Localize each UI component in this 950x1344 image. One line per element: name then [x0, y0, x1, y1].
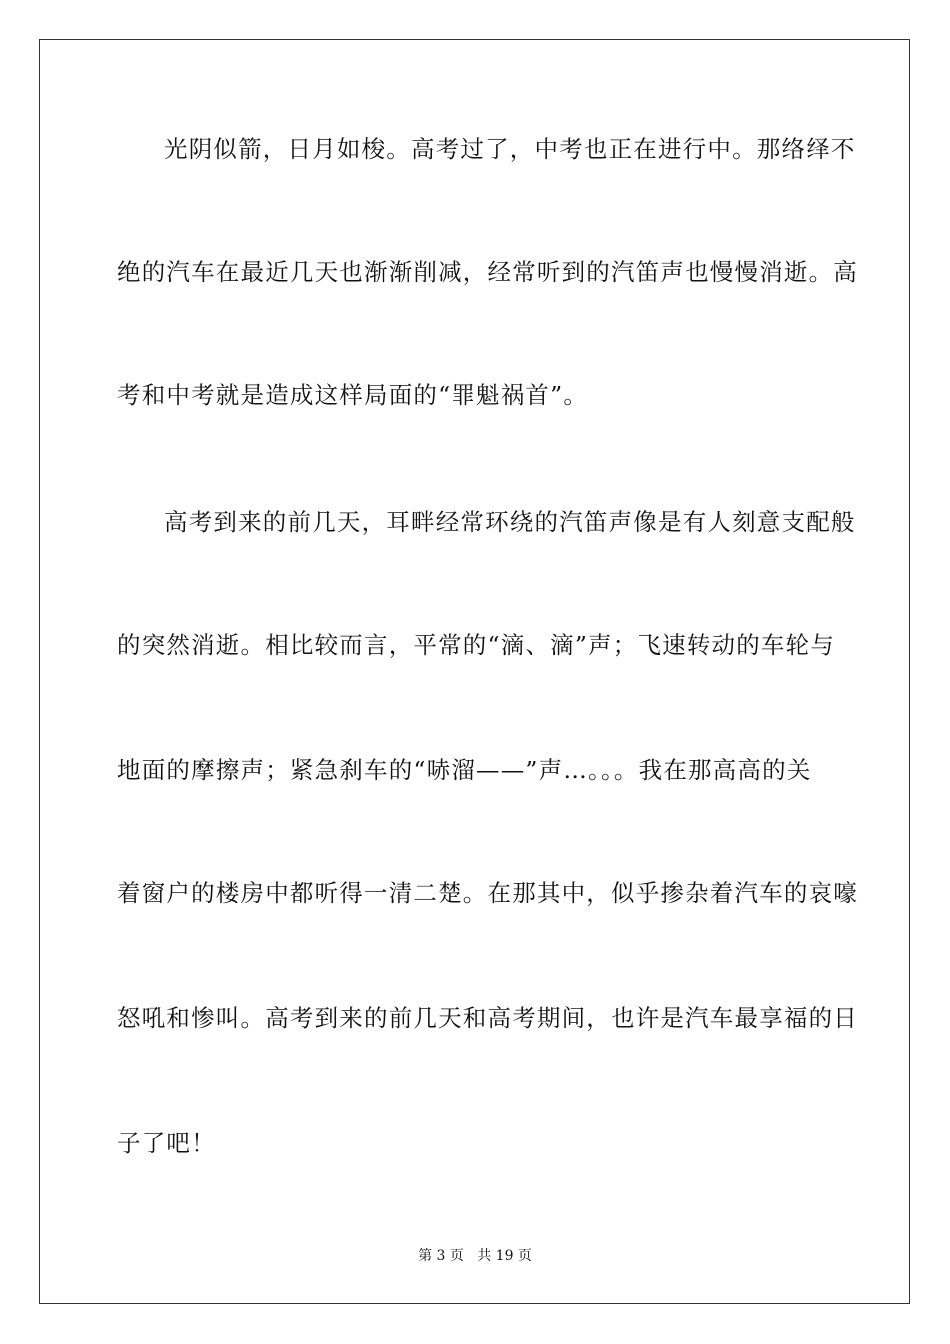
- page-footer: 第 3 页 共 19 页: [418, 1248, 532, 1264]
- paragraph-2-line-5: 怒吼和惨叫。高考到来的前几天和高考期间，也许是汽车最享福的日: [117, 1004, 858, 1032]
- page-border: [39, 39, 910, 1304]
- paragraph-1-line-3: 考和中考就是造成这样局面的“罪魁祸首”。: [117, 381, 589, 409]
- paragraph-2-line-2: 的突然消逝。相比较而言，平常的“滴、滴”声；飞速转动的车轮与: [117, 631, 836, 659]
- paragraph-2-line-3: 地面的摩擦声；紧急刹车的“哧溜——”声…。。。我在那高高的关: [117, 756, 812, 784]
- paragraph-1-line-1: 光阴似箭，日月如梭。高考过了，中考也正在进行中。那络绎不: [164, 135, 856, 163]
- paragraph-2-line-6: 子了吧！: [117, 1129, 216, 1157]
- paragraph-2-line-1: 高考到来的前几天，耳畔经常环绕的汽笛声像是有人刻意支配般: [164, 508, 856, 536]
- paragraph-2-line-4: 着窗户的楼房中都听得一清二楚。在那其中，似乎掺杂着汽车的哀嚎: [117, 879, 858, 907]
- paragraph-1-line-2: 绝的汽车在最近几天也渐渐削减，经常听到的汽笛声也慢慢消逝。高: [117, 258, 858, 286]
